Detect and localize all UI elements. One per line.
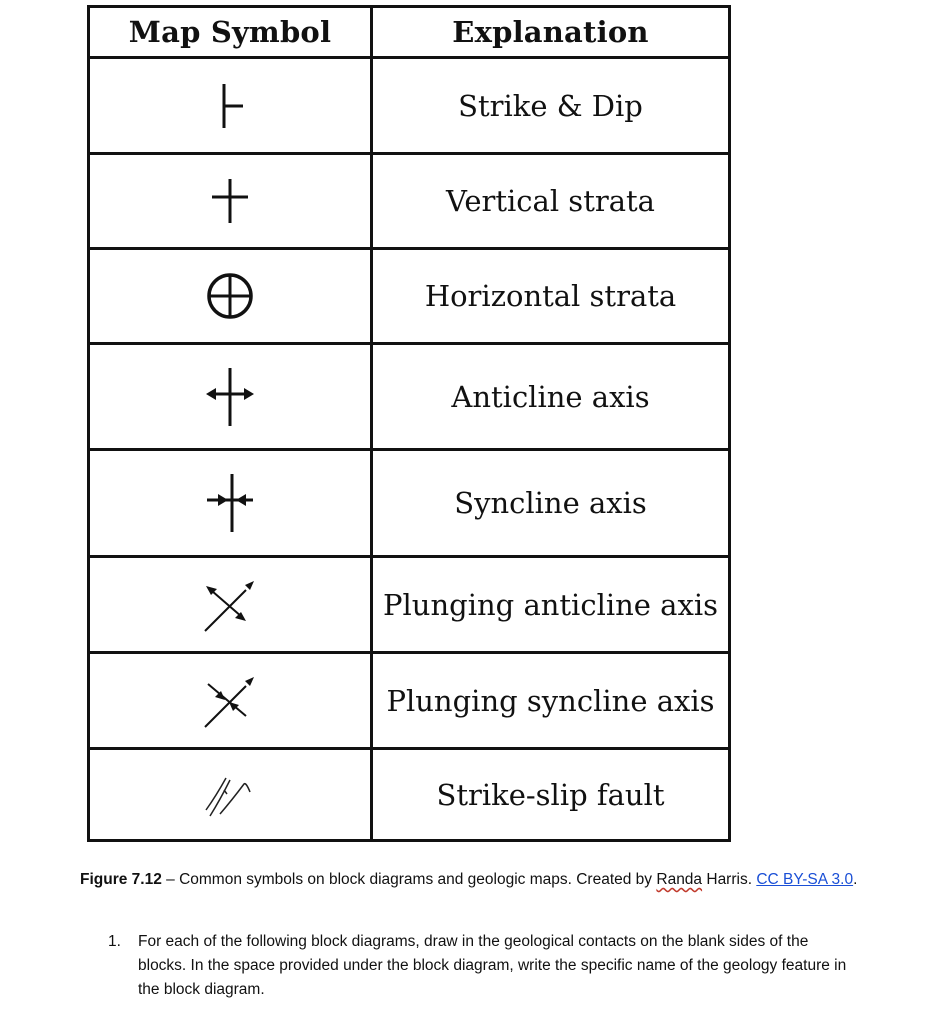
plunging-syncline-symbol-icon	[200, 671, 260, 731]
explanation-cell: Strike & Dip	[372, 58, 730, 154]
explanation-cell: Anticline axis	[372, 344, 730, 450]
horizontal-strata-symbol-icon	[204, 270, 256, 322]
map-symbol-table	[87, 5, 731, 842]
table-row	[89, 58, 730, 154]
table-row	[89, 249, 730, 344]
caption-author-first-name: Randa	[656, 871, 703, 888]
table-row	[89, 749, 730, 841]
header-explanation: Explanation	[372, 7, 730, 58]
caption-end: .	[853, 871, 858, 888]
table-row	[89, 344, 730, 450]
table-row	[89, 653, 730, 749]
figure-label: Figure 7.12	[80, 871, 162, 888]
table-header-row	[89, 7, 730, 58]
question-number: 1.	[108, 933, 121, 950]
header-map-symbol: Map Symbol	[89, 7, 372, 58]
explanation-cell: Horizontal strata	[372, 249, 730, 344]
table-row	[89, 450, 730, 557]
table-row	[89, 154, 730, 249]
anticline-axis-symbol-icon	[203, 364, 257, 430]
explanation-cell: Syncline axis	[372, 450, 730, 557]
explanation-cell: Vertical strata	[372, 154, 730, 249]
figure-caption	[80, 868, 880, 892]
explanation-cell: Strike-slip fault	[372, 749, 730, 841]
license-link[interactable]: CC BY-SA 3.0	[756, 871, 854, 888]
plunging-anticline-symbol-icon	[200, 575, 260, 635]
explanation-cell: Plunging syncline axis	[372, 653, 730, 749]
explanation-cell: Plunging anticline axis	[372, 557, 730, 653]
caption-text: – Common symbols on block diagrams and geologic maps. Created by	[161, 871, 657, 888]
vertical-strata-symbol-icon	[207, 176, 253, 226]
caption-text-after: Harris.	[702, 871, 757, 888]
strike-dip-symbol-icon	[210, 81, 250, 131]
question-item	[108, 930, 848, 1002]
strike-slip-fault-symbol-icon	[202, 770, 258, 820]
table-row	[89, 557, 730, 653]
syncline-axis-symbol-icon	[203, 470, 257, 536]
question-text: For each of the following block diagrams, draw in the geological contacts on the blank sides of the blocks. In the space provided under the block diagram, write the specific name of the geology feature in the block diagram.	[138, 933, 847, 998]
